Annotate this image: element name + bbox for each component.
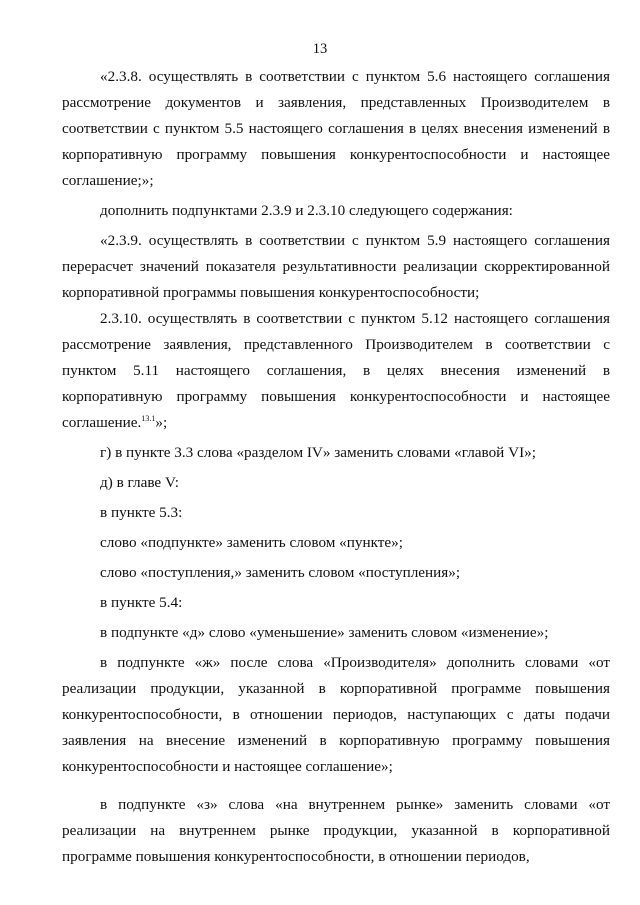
paragraph-text: 2.3.10. осуществлять в соответствии с пунктом 5.12 настоящего соглашения рассмотрение заявления, представленного Производителем в соответствии с пунктом 5.11 настоящего соглашения, в целях внесения изменений в корпоративную программу повышения конкурентоспособности и настоящее соглашение. <box>62 310 610 431</box>
paragraph-with-footnote <box>62 306 610 436</box>
paragraph: «2.3.8. осуществлять в соответствии с пунктом 5.6 настоящего соглашения рассмотрение документов и заявления, представленных Производителем в соответствии с пунктом 5.5 настоящего соглашения в целях внесения изменений в корпоративную программу повышения конкурентоспособности и настоящее соглашение;»; <box>62 68 610 189</box>
paragraph: д) в главе V: <box>100 474 180 491</box>
paragraph: в подпункте «ж» после слова «Производителя» дополнить словами «от реализации продукции, указанной в корпоративной программе повышения конкурентоспособности, в отношении периодов, наступающих с даты подачи заявления на внесение изменений в корпоративную программу повышения конкурентоспособности и настоящее соглашение»; <box>62 654 610 775</box>
page-number: 13 <box>312 41 328 57</box>
paragraph: «2.3.9. осуществлять в соответствии с пунктом 5.9 настоящего соглашения перерасчет значений показателя результативности реализации скорректированной корпоративной программы повышения конкурентоспособности; <box>62 232 610 301</box>
paragraph: в пункте 5.4: <box>100 594 183 611</box>
paragraph: в пункте 5.3: <box>100 504 183 521</box>
paragraph: в подпункте «з» слова «на внутреннем рынке» заменить словами «от реализации на внутреннем рынке продукции, указанной в корпоративной программе повышения конкурентоспособности, в отношении периодов, <box>62 796 610 865</box>
paragraph: дополнить подпунктами 2.3.9 и 2.3.10 следующего содержания: <box>100 202 513 219</box>
footnote-marker: 13.1 <box>141 414 156 423</box>
paragraph: слово «подпункте» заменить словом «пункте»; <box>100 534 403 551</box>
paragraph-tail: »; <box>155 414 168 431</box>
document-body <box>62 64 610 870</box>
paragraph: слово «поступления,» заменить словом «поступления»; <box>100 564 461 581</box>
paragraph: в подпункте «д» слово «уменьшение» заменить словом «изменение»; <box>100 624 549 641</box>
paragraph: г) в пункте 3.3 слова «разделом IV» заменить словами «главой VI»; <box>100 444 536 461</box>
